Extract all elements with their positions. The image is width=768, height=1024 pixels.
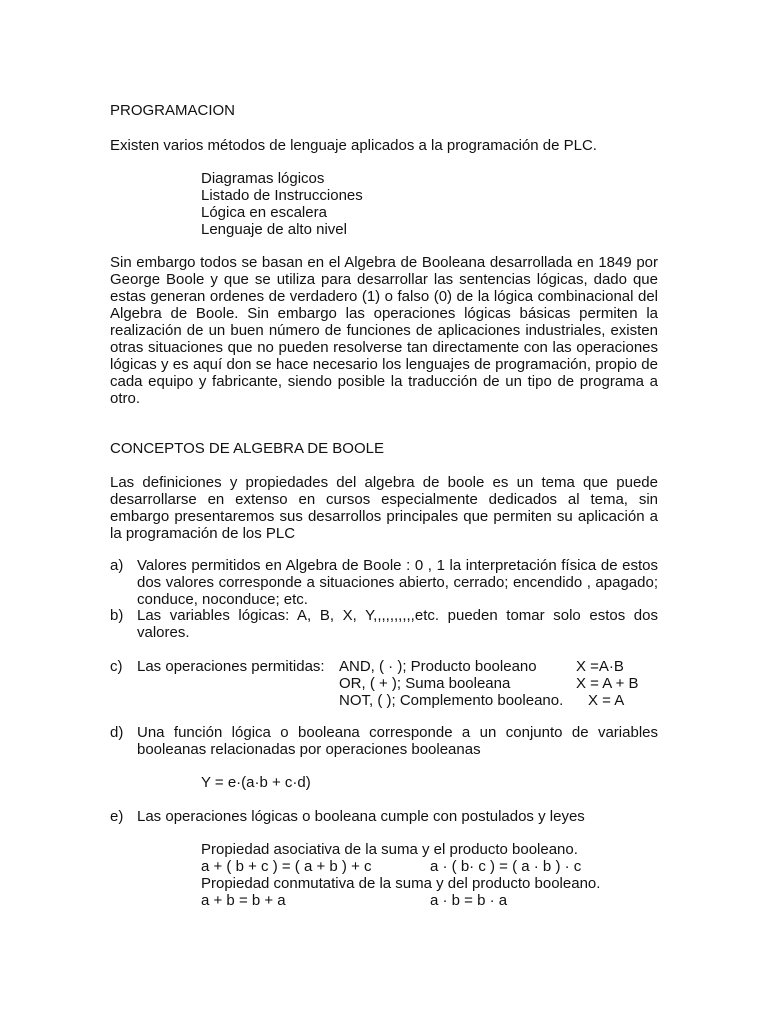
operation-name: OR, ( + ); Suma booleana (339, 675, 511, 692)
list-item-e (110, 808, 658, 825)
item-label: e) (110, 808, 124, 825)
method-item: Lenguaje de alto nivel (201, 221, 347, 238)
item-label: a) (110, 557, 124, 574)
associative-row (201, 858, 671, 875)
commutative-sum: a + b = b + a (201, 892, 286, 909)
item-text: Las operaciones lógicas o booleana cumple con postulados y leyes (137, 808, 585, 825)
item-text: Una función lógica o booleana corresponde a un conjunto de variables booleanas relacionadas por operaciones booleanas (137, 724, 658, 758)
list-item-a (110, 557, 658, 608)
properties-block (201, 841, 671, 909)
method-item: Lógica en escalera (201, 204, 327, 221)
heading-programacion: PROGRAMACION (110, 102, 236, 119)
list-item-d (110, 724, 658, 758)
operation-expression: X = A + B (576, 675, 639, 692)
paragraph-boole-history: Sin embargo todos se basan en el Algebra de Booleana desarrollada en 1849 por George Boole y que se utiliza para desarrollar las sentencias lógicas, dado que estas generan ordenes de verdadero (1) o falso (0) de la lógica combinacional del Algebra de Boole. Sin embargo las operaciones lógicas básicas permiten la realización de un buen número de funciones de aplicaciones industriales, existen otras situaciones que no pueden resolverse tan directamente con las operaciones lógicas y es aquí don se hace necesario los lenguajes de programación, propio de cada equipo y fabricante, siendo posible la traducción de un tipo de programa a otro. (110, 254, 658, 407)
method-item: Diagramas lógicos (201, 170, 325, 187)
heading-conceptos: CONCEPTOS DE ALGEBRA DE BOOLE (110, 440, 384, 457)
operation-row (137, 675, 658, 692)
item-text: Valores permitidos en Algebra de Boole : 0 , 1 la interpretación física de estos dos valores corresponde a situaciones abierto, cerrado; encendido , apagado; conduce, noconduce; etc. (137, 557, 658, 608)
operation-expression: X = A (588, 692, 625, 709)
item-text: Las variables lógicas: A, B, X, Y,,,,,,,,,,etc. pueden tomar solo estos dos valores. (137, 607, 658, 641)
item-label: b) (110, 607, 124, 624)
associative-sum: a + ( b + c ) = ( a + b ) + c (201, 858, 372, 875)
method-item: Listado de Instrucciones (201, 187, 363, 204)
commutative-product: a · b = b · a (430, 892, 508, 909)
operation-row (137, 658, 658, 675)
item-label: c) (110, 658, 123, 675)
operation-name: NOT, ( ); Complemento booleano. (339, 692, 564, 709)
commutative-title: Propiedad conmutativa de la suma y del producto booleano. (201, 875, 601, 892)
intro-sentence: Existen varios métodos de lenguaje aplicados a la programación de PLC. (110, 137, 597, 154)
formula-y: Y = e·(a·b + c·d) (201, 774, 311, 791)
associative-title: Propiedad asociativa de la suma y el producto booleano. (201, 841, 578, 858)
associative-product: a · ( b· c ) = ( a · b ) · c (430, 858, 582, 875)
operation-name: AND, ( · ); Producto booleano (339, 658, 537, 675)
methods-list (201, 170, 661, 238)
list-item-c (110, 658, 658, 709)
operations-lead: Las operaciones permitidas: (137, 658, 325, 675)
operations-table (137, 658, 658, 709)
list-item-b (110, 607, 658, 641)
operation-row (137, 692, 658, 709)
paragraph-definitions: Las definiciones y propiedades del algebra de boole es un tema que puede desarrollarse en extenso en cursos especialmente dedicados al tema, sin embargo presentaremos sus desarrollos principales que permiten su aplicación a la programación de los PLC (110, 474, 658, 542)
item-label: d) (110, 724, 124, 741)
commutative-row (201, 892, 671, 909)
operation-expression: X =A·B (576, 658, 624, 675)
